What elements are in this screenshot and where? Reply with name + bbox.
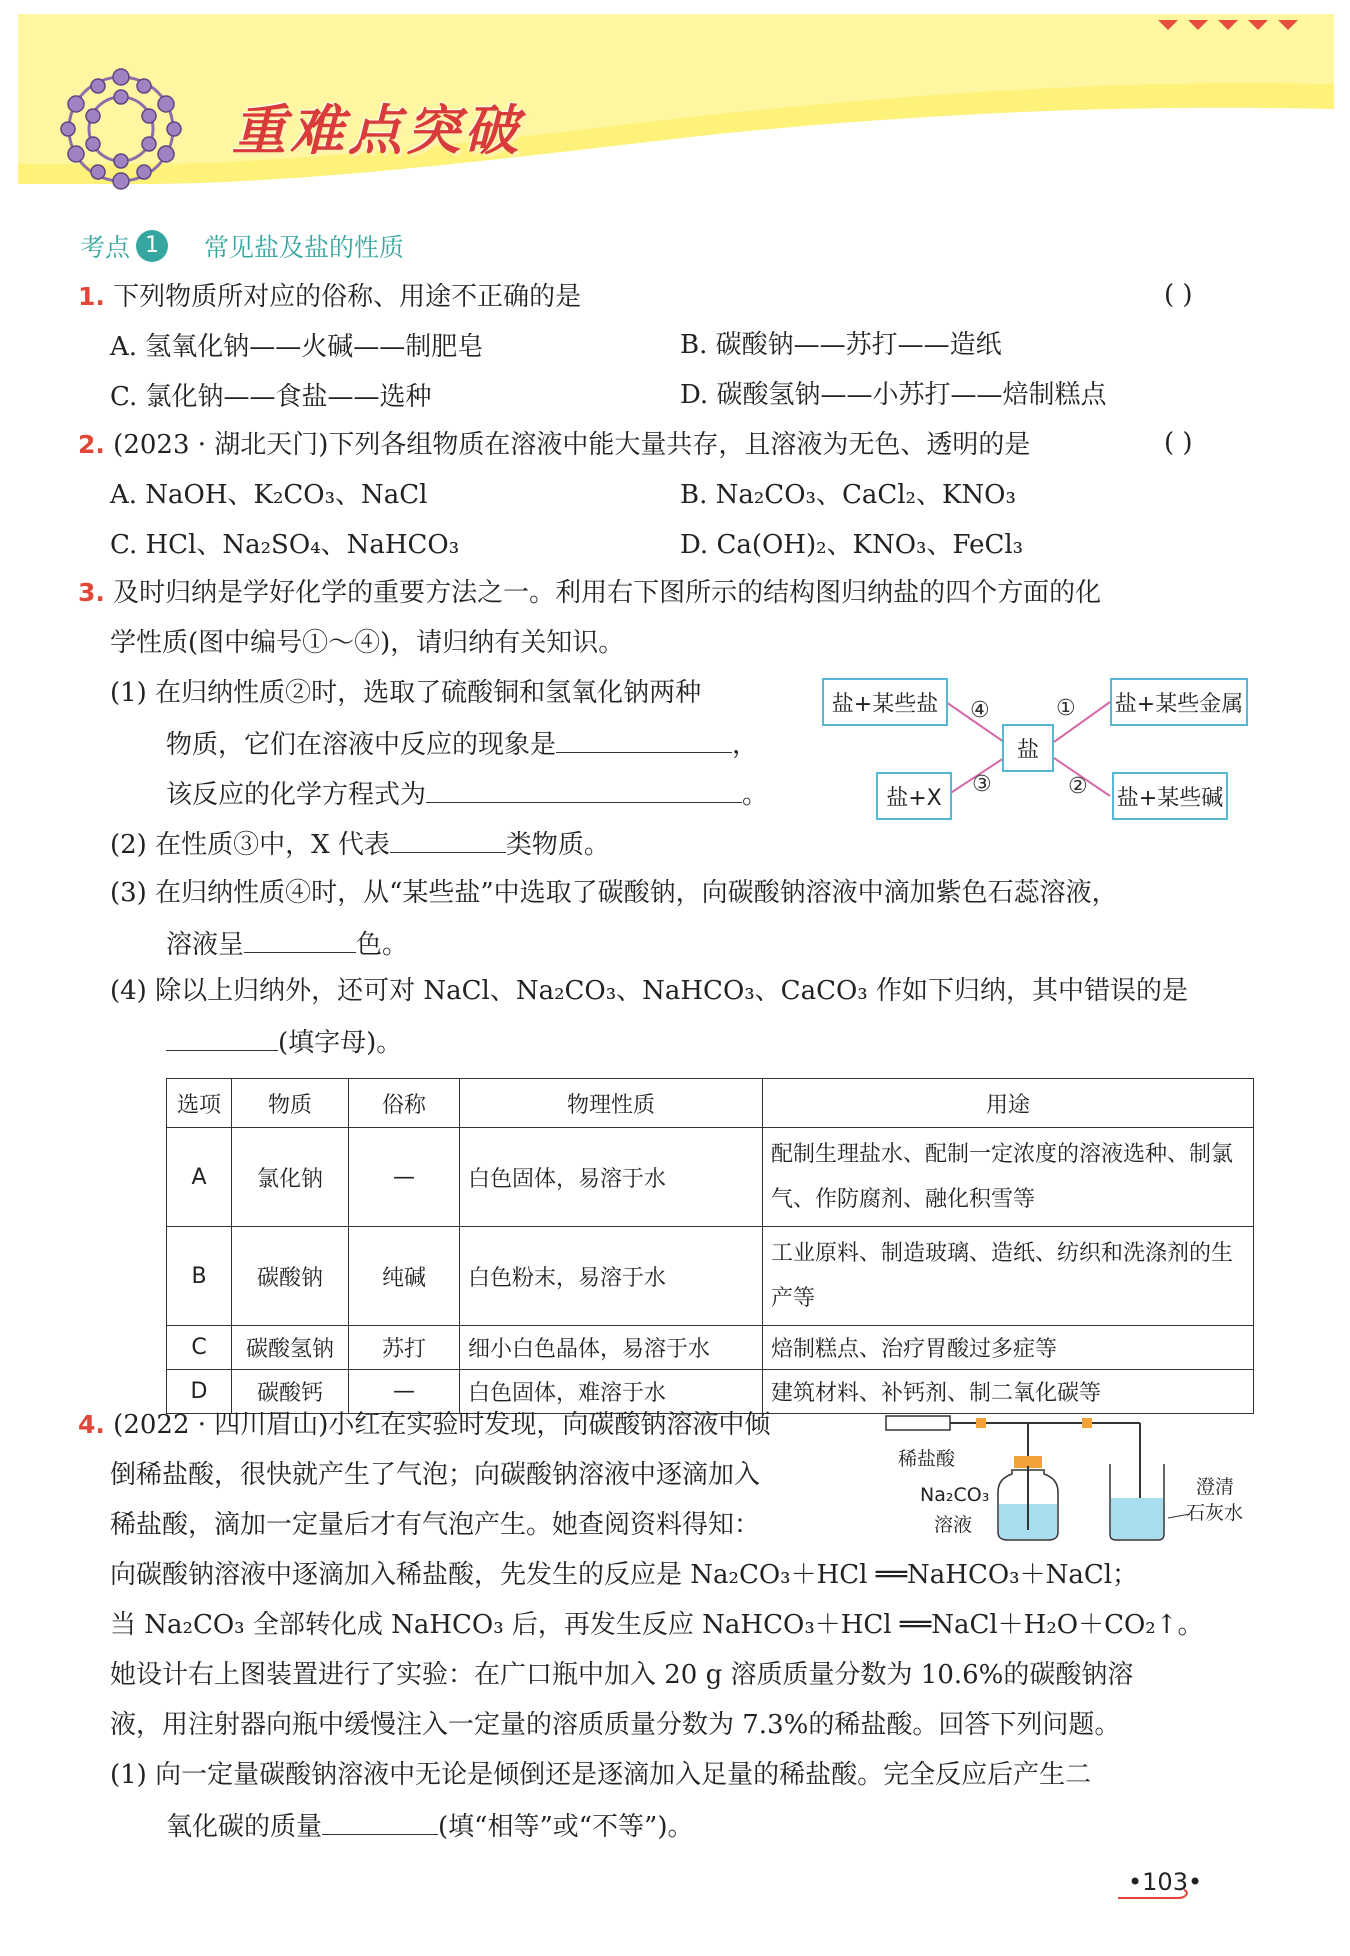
label-property-1: ① [1056, 696, 1076, 721]
node-salt-plus-x: 盐+X [876, 772, 952, 820]
label-property-4: ④ [970, 698, 990, 723]
label-limewater-1: 澄清 [1196, 1476, 1235, 1498]
table-cell: 白色粉末，易溶于水 [460, 1227, 763, 1326]
table-cell: 白色固体，易溶于水 [460, 1128, 763, 1227]
table-cell: — [349, 1370, 460, 1414]
q3-part4-text: (填字母)。 [278, 1028, 403, 1058]
answer-parentheses: ( ) [1164, 280, 1193, 310]
page-number: •103• [1128, 1868, 1203, 1896]
table-row [167, 1227, 1254, 1326]
q3-part2-text-end: 类物质。 [505, 830, 610, 860]
option-b: B. 碳酸钠——苏打——造纸 [680, 330, 1002, 360]
question-3-stem [78, 576, 1101, 610]
q3-part1-text: 该反应的化学方程式为 [166, 780, 427, 810]
table-row [167, 1128, 1254, 1227]
table-cell: 碳酸氢钠 [232, 1326, 349, 1370]
option-a: A. 氢氧化钠——火碱——制肥皂 [110, 332, 484, 362]
table-cell: 氯化钠 [232, 1128, 349, 1227]
answer-blank[interactable] [426, 776, 742, 803]
q3-part4-line2 [166, 1024, 402, 1060]
q4-part1-text-end: (填“相等”或“不等”)。 [438, 1812, 694, 1842]
label-sodium-carbonate: Na₂CO₃ [920, 1484, 990, 1506]
question-4-line: 当 Na₂CO₃ 全部转化成 NaHCO₃ 后，再发生反应 NaHCO₃＋HCl ══NaCl＋H₂O＋CO₂↑。 [110, 1610, 1204, 1640]
col-header: 用途 [763, 1079, 1254, 1128]
table-cell: 碳酸钙 [232, 1370, 349, 1414]
answer-blank[interactable] [244, 926, 356, 953]
table-cell: 配制生理盐水、配制一定浓度的溶液选种、制氯气、作防腐剂、融化积雪等 [763, 1128, 1254, 1227]
q3-part4-line1: (4) 除以上归纳外，还可对 NaCl、Na₂CO₃、NaHCO₃、CaCO₃ 作如下归纳，其中错误的是 [110, 976, 1188, 1006]
question-2-stem [78, 428, 1030, 462]
table-row [167, 1326, 1254, 1370]
question-4-line: 液，用注射器向瓶中缓慢注入一定量的溶质质量分数为 7.3%的稀盐酸。回答下列问题。 [110, 1710, 1121, 1740]
answer-blank[interactable] [322, 1808, 438, 1835]
table-cell: D [167, 1370, 232, 1414]
question-3-stem-cont: 学性质(图中编号①～④)，请归纳有关知识。 [110, 628, 625, 658]
section-number-badge: 1 [136, 230, 168, 262]
q3-part2 [110, 826, 610, 862]
question-text: 及时归纳是学好化学的重要方法之一。利用右下图所示的结构图归纳盐的四个方面的化 [113, 578, 1102, 608]
question-4-line: 稀盐酸，滴加一定量后才有气泡产生。她查阅资料得知： [110, 1510, 761, 1540]
q3-part3-line1: (3) 在归纳性质④时，从“某些盐”中选取了碳酸钠，向碳酸钠溶液中滴加紫色石蕊溶液， [110, 878, 1118, 908]
node-salt-plus-base: 盐+某些碱 [1112, 772, 1228, 820]
table-cell: 细小白色晶体，易溶于水 [460, 1326, 763, 1370]
question-number: 3. [78, 578, 105, 607]
q4-part1-text: 氧化碳的质量 [166, 1812, 323, 1842]
node-salt-plus-metal: 盐+某些金属 [1110, 678, 1248, 726]
table-cell: 焙制糕点、治疗胃酸过多症等 [763, 1326, 1254, 1370]
option-a: A. NaOH、K₂CO₃、NaCl [110, 480, 428, 510]
q3-part3-line2 [166, 926, 408, 962]
section-topic: 常见盐及盐的性质 [204, 233, 405, 262]
question-4-line: 向碳酸钠溶液中逐滴加入稀盐酸，先发生的反应是 Na₂CO₃＋HCl ══NaHCO₃＋NaCl； [110, 1560, 1139, 1590]
question-1-stem [78, 280, 581, 314]
question-4-stem [78, 1408, 770, 1442]
table-cell: 建筑材料、补钙剂、制二氧化碳等 [763, 1370, 1254, 1414]
answer-blank[interactable] [390, 826, 506, 853]
table-cell: C [167, 1326, 232, 1370]
option-d: D. Ca(OH)₂、KNO₃、FeCl₃ [680, 530, 1024, 560]
question-number: 4. [78, 1410, 105, 1439]
q3-part1-line1: (1) 在归纳性质②时，选取了硫酸铜和氢氧化钠两种 [110, 678, 702, 708]
molecule-icon [56, 64, 186, 194]
label-hydrochloric-acid: 稀盐酸 [898, 1448, 956, 1470]
option-b: B. Na₂CO₃、CaCl₂、KNO₃ [680, 480, 1016, 510]
q3-part3-text: 溶液呈 [166, 930, 245, 960]
table-row [167, 1370, 1254, 1414]
label-property-2: ② [1068, 774, 1088, 799]
table-cell: 碳酸钠 [232, 1227, 349, 1326]
q3-part1-line3: 该反应的化学方程式为 。 [166, 776, 768, 812]
table-cell: 纯碱 [349, 1227, 460, 1326]
question-number: 1. [78, 282, 105, 311]
question-number: 2. [78, 430, 105, 459]
label-limewater-2: 石灰水 [1186, 1502, 1244, 1524]
q4-part1-line1: (1) 向一定量碳酸钠溶液中无论是倾倒还是逐滴加入足量的稀盐酸。完全反应后产生二 [110, 1760, 1092, 1790]
q3-part3-text-end: 色。 [356, 930, 409, 960]
q3-part1-line2: 物质，它们在溶液中反应的现象是 ， [166, 726, 758, 762]
page-number-arrow-icon [1116, 1888, 1196, 1908]
col-header: 选项 [167, 1079, 232, 1128]
salt-properties-table [166, 1078, 1254, 1414]
answer-blank[interactable] [166, 1024, 278, 1051]
table-cell: 白色固体，难溶于水 [460, 1370, 763, 1414]
node-salt-plus-salt: 盐+某些盐 [822, 678, 948, 726]
col-header: 物理性质 [460, 1079, 763, 1128]
section-prefix: 考点 [80, 233, 131, 262]
table-cell: 工业原料、制造玻璃、造纸、纺织和洗涤剂的生产等 [763, 1227, 1254, 1326]
table-cell: — [349, 1128, 460, 1227]
label-solution: 溶液 [934, 1514, 973, 1536]
option-c: C. 氯化钠——食盐——选种 [110, 382, 432, 412]
question-text: (2022 · 四川眉山)小红在实验时发现，向碳酸钠溶液中倾 [113, 1410, 771, 1440]
banner-background [18, 14, 1334, 184]
question-4-line: 倒稀盐酸，很快就产生了气泡；向碳酸钠溶液中逐滴加入 [110, 1460, 761, 1490]
node-salt-center: 盐 [1002, 724, 1054, 772]
q3-part1-text: 物质，它们在溶液中反应的现象是 [166, 730, 557, 760]
table-cell: B [167, 1227, 232, 1326]
option-c: C. HCl、Na₂SO₄、NaHCO₃ [110, 530, 460, 560]
banner-title: 重难点突破 [232, 99, 522, 162]
answer-parentheses: ( ) [1164, 428, 1193, 458]
col-header: 物质 [232, 1079, 349, 1128]
q4-part1-line2 [166, 1808, 693, 1844]
question-4-line: 她设计右上图装置进行了实验：在广口瓶中加入 20 g 溶质质量分数为 10.6%的碳酸钠溶 [110, 1660, 1134, 1690]
answer-blank[interactable] [556, 726, 732, 753]
col-header: 俗称 [349, 1079, 460, 1128]
table-cell: 苏打 [349, 1326, 460, 1370]
label-property-3: ③ [972, 772, 992, 797]
section-header [80, 228, 404, 264]
q3-part2-text: (2) 在性质③中，X 代表 [110, 830, 390, 860]
question-text: 下列物质所对应的俗称、用途不正确的是 [113, 282, 582, 312]
option-d: D. 碳酸氢钠——小苏打——焙制糕点 [680, 380, 1107, 410]
question-text: (2023 · 湖北天门)下列各组物质在溶液中能大量共存，且溶液为无色、透明的是 [113, 430, 1031, 460]
table-cell: A [167, 1128, 232, 1227]
table-header-row [167, 1079, 1254, 1128]
